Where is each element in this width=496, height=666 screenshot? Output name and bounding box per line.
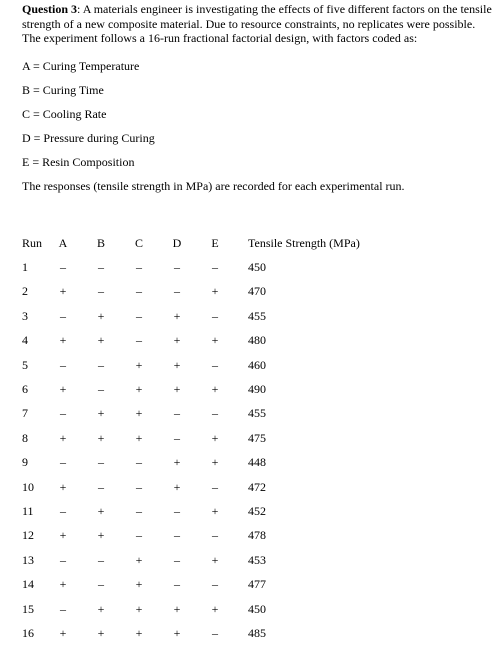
factor-b-level: – bbox=[98, 577, 104, 592]
run-number: 5 bbox=[22, 357, 28, 372]
factor-c-level: – bbox=[136, 503, 142, 518]
factor-b-level: – bbox=[98, 479, 104, 494]
header-e: E bbox=[211, 235, 219, 250]
factor-e-level: – bbox=[212, 528, 218, 543]
question-intro bbox=[22, 2, 494, 46]
run-number: 3 bbox=[22, 308, 28, 323]
factor-d-level: – bbox=[174, 406, 180, 421]
factor-e-level: + bbox=[211, 382, 219, 397]
factor-a-level: – bbox=[60, 601, 66, 616]
table-row bbox=[22, 451, 388, 475]
factor-c-level: – bbox=[136, 528, 142, 543]
factor-c-level: + bbox=[135, 406, 143, 421]
factor-e-level: + bbox=[211, 284, 219, 299]
table-row bbox=[22, 280, 388, 304]
table-row bbox=[22, 426, 388, 450]
factor-c-level: + bbox=[135, 577, 143, 592]
header-tensile-strength: Tensile Strength (MPa) bbox=[248, 235, 360, 250]
tensile-strength-value: 450 bbox=[248, 601, 266, 616]
factor-e-level: + bbox=[211, 503, 219, 518]
factor-b-level: – bbox=[98, 552, 104, 567]
factor-d-level: – bbox=[174, 284, 180, 299]
run-number: 14 bbox=[22, 577, 34, 592]
factor-a: A = Curing Temperature bbox=[22, 58, 140, 73]
factor-b-level: + bbox=[97, 601, 105, 616]
tensile-strength-value: 477 bbox=[248, 577, 266, 592]
factor-c-level: + bbox=[135, 382, 143, 397]
factor-c-level: – bbox=[136, 455, 142, 470]
run-number: 11 bbox=[22, 503, 34, 518]
factor-a-level: + bbox=[59, 479, 67, 494]
run-number: 13 bbox=[22, 552, 34, 567]
run-number: 1 bbox=[22, 260, 28, 275]
factor-b-level: + bbox=[97, 430, 105, 445]
tensile-strength-value: 485 bbox=[248, 625, 266, 640]
factor-a-level: + bbox=[59, 528, 67, 543]
factor-a-level: – bbox=[60, 455, 66, 470]
factor-b-level: + bbox=[97, 308, 105, 323]
factor-a-level: – bbox=[60, 260, 66, 275]
factor-d-level: + bbox=[173, 479, 181, 494]
factor-d-level: – bbox=[174, 503, 180, 518]
header-d: D bbox=[172, 235, 182, 250]
tensile-strength-value: 450 bbox=[248, 260, 266, 275]
factor-d-level: + bbox=[173, 601, 181, 616]
factor-d: D = Pressure during Curing bbox=[22, 130, 155, 145]
factor-b-level: + bbox=[97, 528, 105, 543]
factor-e-level: + bbox=[211, 430, 219, 445]
factor-c-level: – bbox=[136, 333, 142, 348]
table-header-row bbox=[22, 231, 388, 255]
factor-e-level: – bbox=[212, 625, 218, 640]
factor-d-level: + bbox=[173, 308, 181, 323]
factor-d-level: – bbox=[174, 552, 180, 567]
table-row bbox=[22, 329, 388, 353]
factor-a-level: + bbox=[59, 577, 67, 592]
header-b: B bbox=[96, 235, 105, 250]
factor-a-level: + bbox=[59, 625, 67, 640]
factor-d-level: – bbox=[174, 577, 180, 592]
tensile-strength-value: 472 bbox=[248, 479, 266, 494]
factor-c-level: – bbox=[136, 479, 142, 494]
factor-b-level: + bbox=[97, 333, 105, 348]
factor-d-level: + bbox=[173, 382, 181, 397]
factor-e-level: + bbox=[211, 601, 219, 616]
factor-a-level: – bbox=[60, 308, 66, 323]
factor-e-level: – bbox=[212, 406, 218, 421]
factor-e-level: – bbox=[212, 260, 218, 275]
factor-a-level: – bbox=[60, 406, 66, 421]
factor-e-level: – bbox=[212, 357, 218, 372]
factor-a-level: + bbox=[59, 284, 67, 299]
factor-c-level: – bbox=[136, 308, 142, 323]
factor-e-level: – bbox=[212, 308, 218, 323]
run-number: 12 bbox=[22, 528, 34, 543]
factor-a-level: + bbox=[59, 382, 67, 397]
factor-b-level: – bbox=[98, 284, 104, 299]
run-number: 15 bbox=[22, 601, 34, 616]
header-a: A bbox=[58, 235, 68, 250]
table-row bbox=[22, 402, 388, 426]
table-row bbox=[22, 499, 388, 523]
factor-a-level: + bbox=[59, 430, 67, 445]
factor-e-level: – bbox=[212, 479, 218, 494]
table-row bbox=[22, 304, 388, 328]
tensile-strength-value: 452 bbox=[248, 503, 266, 518]
table-row bbox=[22, 572, 388, 596]
factor-b-level: – bbox=[98, 382, 104, 397]
factor-d-level: – bbox=[174, 260, 180, 275]
tensile-strength-value: 455 bbox=[248, 308, 266, 323]
table-row bbox=[22, 548, 388, 572]
run-number: 16 bbox=[22, 625, 34, 640]
factor-b-level: – bbox=[98, 357, 104, 372]
factor-a-level: + bbox=[59, 333, 67, 348]
table-row bbox=[22, 597, 388, 621]
factor-c-level: + bbox=[135, 430, 143, 445]
factor-b-level: + bbox=[97, 625, 105, 640]
tensile-strength-value: 470 bbox=[248, 284, 266, 299]
factor-e-level: + bbox=[211, 333, 219, 348]
run-number: 9 bbox=[22, 455, 28, 470]
factor-b-level: – bbox=[98, 455, 104, 470]
factor-c-level: + bbox=[135, 601, 143, 616]
tensile-strength-value: 478 bbox=[248, 528, 266, 543]
factor-e-level: + bbox=[211, 455, 219, 470]
factor-c-level: + bbox=[135, 357, 143, 372]
tensile-strength-value: 448 bbox=[248, 455, 266, 470]
run-number: 2 bbox=[22, 284, 28, 299]
table-row bbox=[22, 377, 388, 401]
factor-b-level: + bbox=[97, 503, 105, 518]
factor-b-level: – bbox=[98, 260, 104, 275]
factor-a-level: – bbox=[60, 357, 66, 372]
factor-d-level: + bbox=[173, 357, 181, 372]
tensile-strength-value: 453 bbox=[248, 552, 266, 567]
factor-c: C = Cooling Rate bbox=[22, 106, 107, 121]
question-text: : A materials engineer is investigating the effects of five different factors on the tensile strength of a new composite material. Due to resource constraints, no replicates were possible. The experiment follows a 16-run fractional factorial design, with factors coded as: bbox=[22, 2, 492, 46]
header-run: Run bbox=[22, 235, 43, 250]
tensile-strength-value: 455 bbox=[248, 406, 266, 421]
tensile-strength-value: 480 bbox=[248, 333, 266, 348]
run-number: 10 bbox=[22, 479, 34, 494]
table-row bbox=[22, 353, 388, 377]
factor-d-level: + bbox=[173, 625, 181, 640]
factor-b: B = Curing Time bbox=[22, 82, 104, 97]
factor-c-level: – bbox=[136, 260, 142, 275]
header-c: C bbox=[134, 235, 143, 250]
factor-c-level: – bbox=[136, 284, 142, 299]
factor-a-level: – bbox=[60, 552, 66, 567]
responses-note: The responses (tensile strength in MPa) are recorded for each experimental run. bbox=[22, 178, 405, 193]
factor-a-level: – bbox=[60, 503, 66, 518]
factor-d-level: – bbox=[174, 528, 180, 543]
tensile-strength-value: 490 bbox=[248, 382, 266, 397]
design-table bbox=[22, 231, 388, 646]
table-row bbox=[22, 255, 388, 279]
table-row bbox=[22, 475, 388, 499]
tensile-strength-value: 460 bbox=[248, 357, 266, 372]
run-number: 4 bbox=[22, 333, 28, 348]
factor-c-level: + bbox=[135, 552, 143, 567]
factor-e-level: – bbox=[212, 577, 218, 592]
factor-d-level: – bbox=[174, 430, 180, 445]
factor-d-level: + bbox=[173, 333, 181, 348]
run-number: 7 bbox=[22, 406, 28, 421]
table-row bbox=[22, 524, 388, 548]
table-body bbox=[22, 255, 388, 645]
factor-d-level: + bbox=[173, 455, 181, 470]
tensile-strength-value: 475 bbox=[248, 430, 266, 445]
table-row bbox=[22, 621, 388, 645]
question-document bbox=[22, 2, 494, 640]
run-number: 6 bbox=[22, 382, 28, 397]
factor-b-level: + bbox=[97, 406, 105, 421]
factor-e-level: + bbox=[211, 552, 219, 567]
factor-c-level: + bbox=[135, 625, 143, 640]
question-label: Question 3 bbox=[22, 2, 78, 16]
factor-e: E = Resin Composition bbox=[22, 154, 135, 169]
run-number: 8 bbox=[22, 430, 28, 445]
